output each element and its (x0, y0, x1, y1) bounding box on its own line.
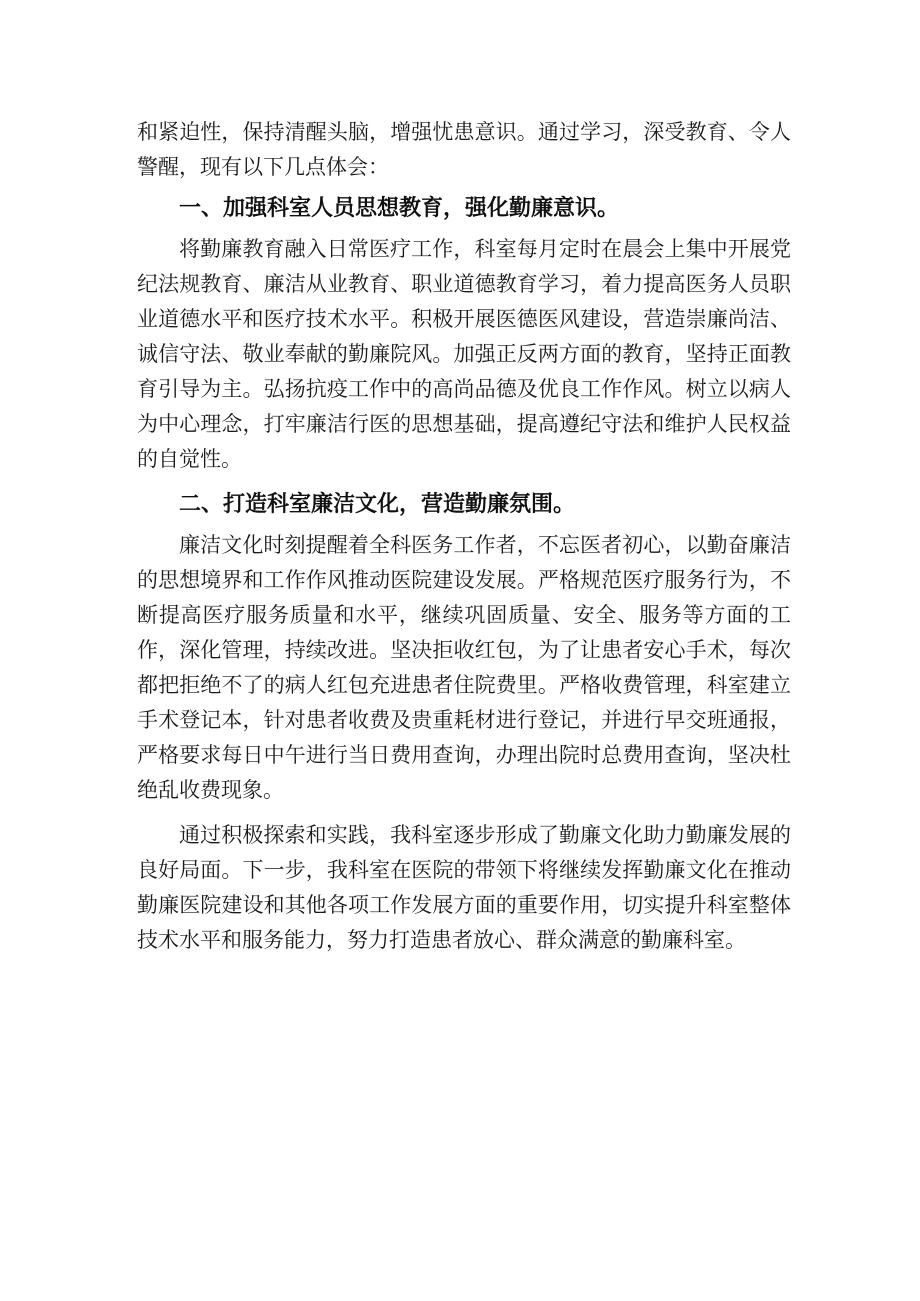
intro-paragraph: 和紧迫性，保持清醒头脑，增强忧患意识。通过学习，深受教育、令人警醒，现有以下几点体会： (137, 120, 791, 179)
section-2-paragraph: 廉洁文化时刻提醒着全科医务工作者，不忘医者初心，以勤奋廉洁的思想境界和工作作风推动医院建设发展。严格规范医疗服务行为，不断提高医疗服务质量和水平，继续巩固质量、安全、服务等方面的工作，深化管理，持续改进。坚决拒收红包，为了让患者安心手术，每次都把拒绝不了的病人红包充进患者住院费里。严格收费管理，科室建立手术登记本，针对患者收费及贵重耗材进行登记，并进行早交班通报，严格要求每日中午进行当日费用查询，办理出院时总费用查询，坚决杜绝乱收费现象。 (137, 533, 791, 802)
conclusion-paragraph: 通过积极探索和实践，我科室逐步形成了勤廉文化助力勤廉发展的良好局面。下一步，我科室在医院的带领下将继续发挥勤廉文化在推动勤廉医院建设和其他各项工作发展方面的重要作用，切实提升科室整体技术水平和服务能力，努力打造患者放心、群众满意的勤廉科室。 (137, 823, 791, 952)
document-body (137, 115, 791, 958)
spacer (137, 808, 791, 818)
spacer (137, 477, 791, 487)
section-1-paragraph: 将勤廉教育融入日常医疗工作，科室每月定时在晨会上集中开展党纪法规教育、廉洁从业教育、职业道德教育学习，着力提高医务人员职业道德水平和医疗技术水平。积极开展医德医风建设，营造崇廉尚洁、诚信守法、敬业奉献的勤廉院风。加强正反两方面的教育，坚持正面教育引导为主。弘扬抗疫工作中的高尚品德及优良工作作风。树立以病人为中心理念，打牢廉洁行医的思想基础，提高遵纪守法和维护人民权益的自觉性。 (137, 237, 791, 471)
section-1-heading: 一、加强科室人员思想教育，强化勤廉意识。 (179, 196, 620, 221)
section-2-heading: 二、打造科室廉洁文化，营造勤廉氛围。 (179, 492, 576, 517)
